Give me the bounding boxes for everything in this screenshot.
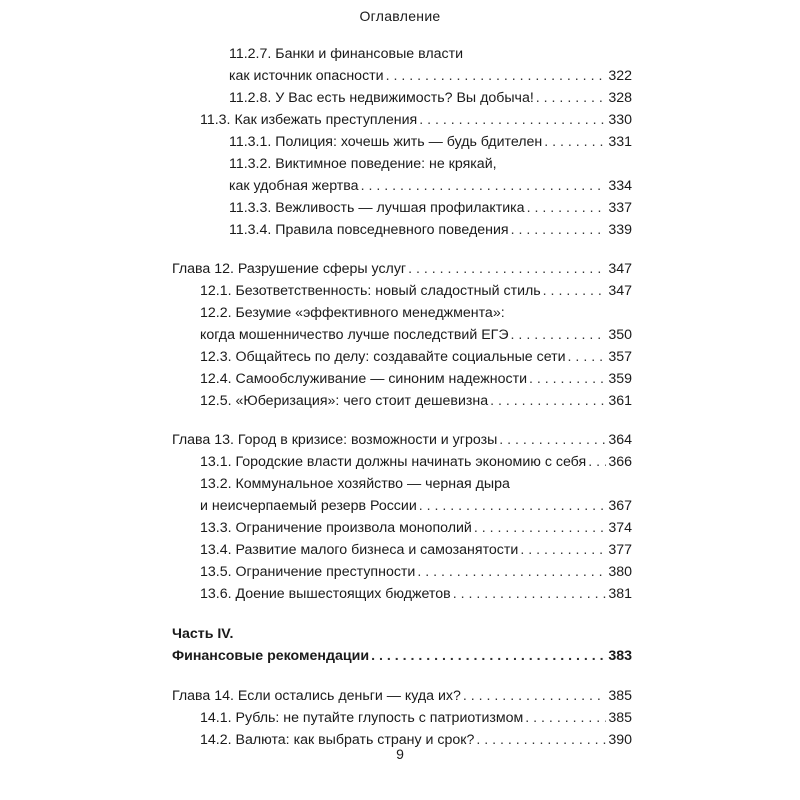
toc-entry-12-3[interactable] — [200, 345, 632, 367]
toc-entry-title: 13.6. Доение вышестоящих бюджетов — [200, 586, 451, 602]
toc-entry-11-3-4[interactable] — [229, 218, 632, 240]
toc-entry-chapter-12[interactable] — [172, 257, 632, 279]
toc-entry-title: 12.4. Самообслуживание — синоним надежности — [200, 371, 527, 387]
toc-entry-13-2[interactable] — [200, 472, 632, 516]
toc-entry-first-line: 13.2. Коммунальное хозяйство — черная дыра — [200, 476, 510, 492]
toc-entry-12-2[interactable] — [200, 301, 632, 345]
dot-leader — [536, 88, 607, 108]
toc-entry-12-1[interactable] — [200, 279, 632, 301]
dot-leader — [474, 518, 606, 538]
dot-leader — [419, 496, 607, 516]
toc-page-number: 383 — [608, 648, 632, 664]
toc-entry-title: Глава 14. Если остались деньги — куда их? — [172, 688, 461, 704]
dot-leader — [386, 66, 607, 86]
toc-entry-11-2-8[interactable] — [229, 86, 632, 108]
toc-entry-title: и неисчерпаемый резерв России — [200, 498, 417, 514]
toc-entry-title: как удобная жертва — [229, 178, 359, 194]
toc-page-number: 322 — [608, 68, 632, 84]
toc-entry-title: 13.3. Ограничение произвола монополий — [200, 520, 472, 536]
toc-entry-chapter-13[interactable] — [172, 428, 632, 450]
toc-page-number: 328 — [608, 90, 632, 106]
dot-leader — [453, 584, 607, 604]
toc-entry-title: Глава 12. Разрушение сферы услуг — [172, 261, 407, 277]
toc-entry-part-4[interactable] — [172, 622, 632, 666]
toc-entry-first-line: 12.2. Безумие «эффективного менеджмента»: — [200, 305, 505, 321]
toc-page-number: 359 — [608, 371, 632, 387]
toc-entry-title: 11.2.8. У Вас есть недвижимость? Вы добыча! — [229, 90, 534, 106]
toc-page-number: 330 — [608, 112, 632, 128]
dot-leader — [499, 430, 606, 450]
toc-page-number: 337 — [608, 200, 632, 216]
dot-leader — [525, 708, 606, 728]
toc-entry-11-3-3[interactable] — [229, 196, 632, 218]
toc-page-number: 364 — [608, 432, 632, 448]
toc-entry-title: 11.3. Как избежать преступления — [200, 112, 418, 128]
toc-entry-first-line: 11.2.7. Банки и финансовые власти — [229, 46, 464, 62]
toc-entry-first-line: 11.3.2. Виктимное поведение: не крякай, — [229, 156, 497, 172]
dot-leader — [408, 259, 606, 279]
running-header: Оглавление — [359, 8, 441, 24]
toc-entry-title: когда мошенничество лучше последствий ЕГЭ — [200, 327, 509, 343]
toc-page-number: 347 — [608, 283, 632, 299]
toc-entry-11-3-1[interactable] — [229, 130, 632, 152]
toc-page-number: 385 — [608, 688, 632, 704]
toc-entry-title: Глава 13. Город в кризисе: возможности и угрозы — [172, 432, 498, 448]
dot-leader — [543, 281, 607, 301]
toc-page-number: 380 — [608, 564, 632, 580]
toc-entry-title: 12.3. Общайтесь по делу: создавайте социальные сети — [200, 349, 566, 365]
toc-page-number: 339 — [608, 222, 632, 238]
dot-leader — [361, 176, 607, 196]
toc-page-number: 350 — [608, 327, 632, 343]
dot-leader — [490, 391, 606, 411]
dot-leader — [529, 369, 606, 389]
toc-entry-title: 14.1. Рубль: не путайте глупость с патриотизмом — [200, 710, 524, 726]
page-number: 9 — [396, 746, 404, 762]
toc-page-number: 361 — [608, 393, 632, 409]
toc-entry-13-6[interactable] — [200, 582, 632, 604]
dot-leader — [568, 347, 607, 367]
toc-entry-title: 11.3.4. Правила повседневного поведения — [229, 222, 509, 238]
toc-entry-13-5[interactable] — [200, 560, 632, 582]
dot-leader — [588, 452, 606, 472]
toc-entry-title: 13.5. Ограничение преступности — [200, 564, 416, 580]
toc-entry-title: 12.1. Безответственность: новый сладостный стиль — [200, 283, 541, 299]
toc-page-number: 381 — [608, 586, 632, 602]
dot-leader — [520, 540, 606, 560]
toc-entry-title: 14.2. Валюта: как выбрать страну и срок? — [200, 732, 475, 748]
toc-page-number: 385 — [608, 710, 632, 726]
toc-page-number: 390 — [608, 732, 632, 748]
toc-page-number: 367 — [608, 498, 632, 514]
toc-page-number: 377 — [608, 542, 632, 558]
toc-entry-14-1[interactable] — [200, 706, 632, 728]
toc-entry-12-4[interactable] — [200, 367, 632, 389]
toc-entry-first-line: Часть IV. — [172, 626, 234, 642]
toc-page-number: 347 — [608, 261, 632, 277]
dot-leader — [544, 132, 606, 152]
toc-entry-11-3[interactable] — [200, 108, 632, 130]
toc-entry-chapter-14[interactable] — [172, 684, 632, 706]
toc-entry-title: 13.4. Развитие малого бизнеса и самозанятости — [200, 542, 519, 558]
toc-entry-13-4[interactable] — [200, 538, 632, 560]
toc-entry-12-5[interactable] — [200, 389, 632, 411]
dot-leader — [527, 198, 607, 218]
toc-entry-title: как источник опасности — [229, 68, 384, 84]
toc-entry-11-2-7[interactable] — [229, 42, 632, 86]
toc-entry-title: Финансовые рекомендации — [172, 648, 370, 664]
toc-entry-title: 12.5. «Юберизация»: чего стоит дешевизна — [200, 393, 489, 409]
dot-leader — [511, 325, 607, 345]
toc-page-number: 334 — [608, 178, 632, 194]
dot-leader — [463, 686, 606, 706]
toc-page-number: 374 — [608, 520, 632, 536]
dot-leader — [419, 110, 606, 130]
dot-leader — [511, 220, 607, 240]
toc-entry-title: 11.3.1. Полиция: хочешь жить — будь бдителен — [229, 134, 543, 150]
toc-entry-title: 13.1. Городские власти должны начинать экономию с себя — [200, 454, 587, 470]
toc-page-number: 357 — [608, 349, 632, 365]
toc-entry-title: 11.3.3. Вежливость — лучшая профилактика — [229, 200, 525, 216]
toc-page-number: 331 — [608, 134, 632, 150]
toc-entry-13-3[interactable] — [200, 516, 632, 538]
dot-leader — [417, 562, 606, 582]
toc-entry-11-3-2[interactable] — [229, 152, 632, 196]
dot-leader — [371, 646, 606, 666]
toc-entry-13-1[interactable] — [200, 450, 632, 472]
toc-page-number: 366 — [608, 454, 632, 470]
